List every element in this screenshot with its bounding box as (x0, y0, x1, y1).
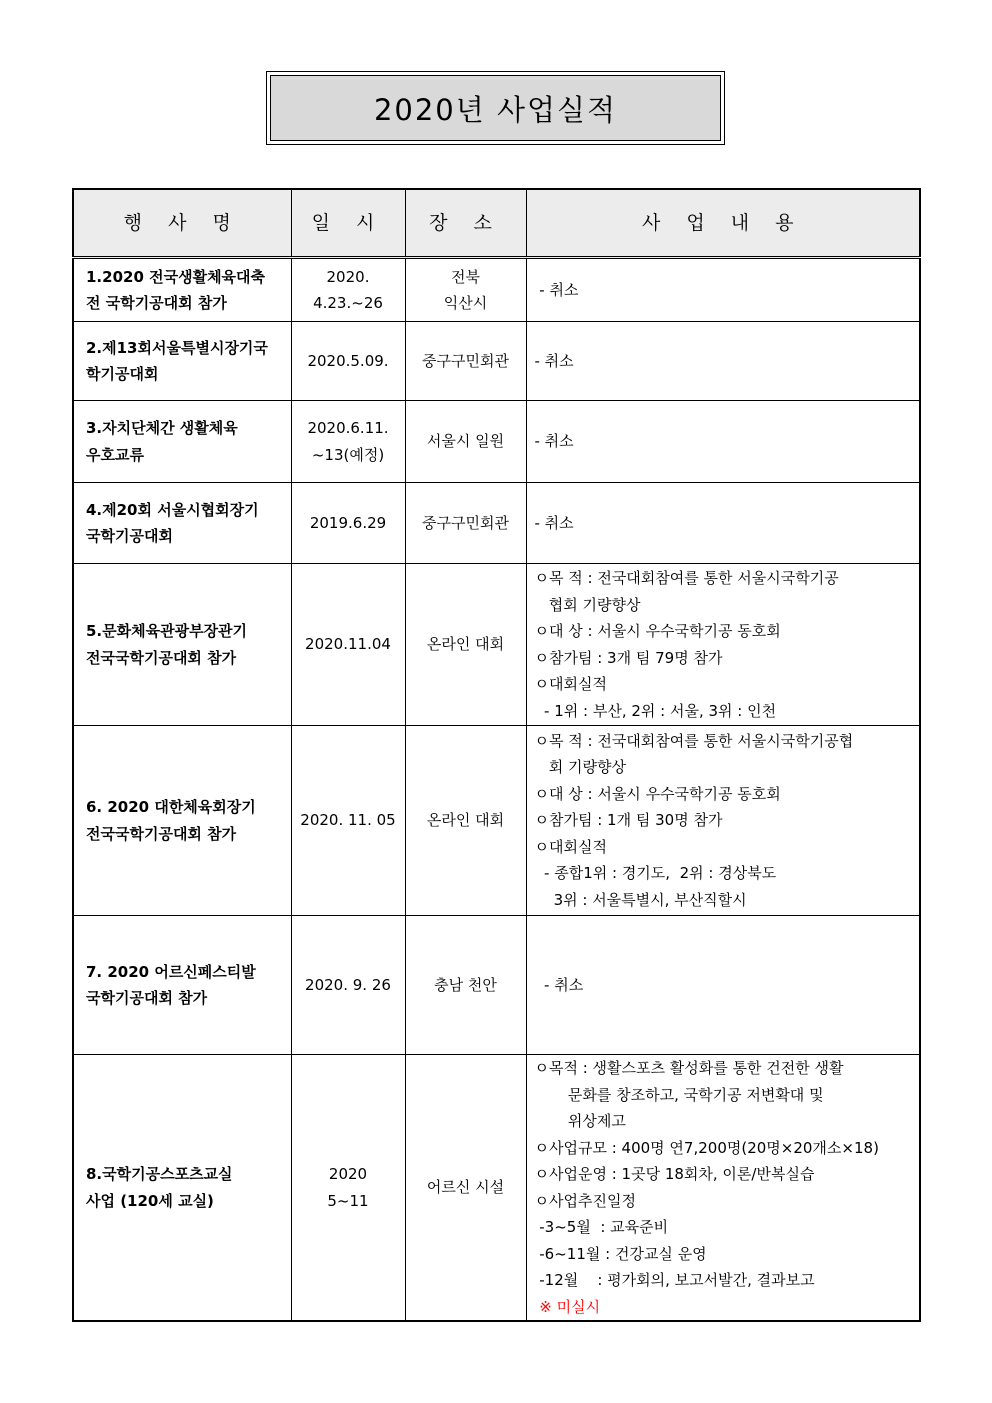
place-cell-line: 온라인 대회 (426, 635, 505, 654)
content-cell-line: 협회 기량향상 (534, 595, 641, 614)
event-name-cell-line: 국학기공대회 참가 (86, 989, 208, 1007)
table-row (73, 483, 920, 564)
content-cell-line: 문화를 창조하고, 국학기공 저변확대 및 (534, 1085, 824, 1104)
title-box (266, 71, 725, 145)
event-name-cell-line: 3.자치단체간 생활체육 (86, 419, 238, 437)
place-cell-line: 중구구민회관 (422, 351, 509, 370)
content-cell (526, 564, 920, 726)
page-title: 2020년 사업실적 (270, 75, 721, 141)
place-cell-line: 중구구민회관 (422, 513, 509, 532)
table-row (73, 726, 920, 916)
event-name-cell-line: 학기공대회 (86, 365, 159, 383)
event-name-cell-line: 7. 2020 어르신페스티발 (86, 962, 256, 981)
event-name-cell (73, 916, 291, 1055)
table-row (73, 564, 920, 726)
date-cell-line: 2020. (326, 267, 370, 286)
content-cell-line: -12월 : 평가회의, 보고서발간, 결과보고 (534, 1271, 815, 1289)
content-cell (526, 726, 920, 916)
event-name-cell-line: 전국국학기공대회 참가 (86, 648, 237, 667)
date-cell (291, 322, 405, 401)
results-table (72, 188, 921, 1322)
place-cell (405, 726, 526, 916)
content-cell-line: ㅇ사업추진일정 (534, 1191, 636, 1210)
table-header-row (73, 189, 920, 258)
table-row (73, 258, 920, 322)
date-cell-line: 2019.6.29 (309, 513, 387, 532)
place-cell-line: 전북 (451, 267, 480, 286)
date-cell-line: 2020. 11. 05 (300, 811, 396, 830)
date-cell (291, 258, 405, 322)
event-name-cell (73, 564, 291, 726)
place-cell (405, 483, 526, 564)
content-cell-line: - 취소 (534, 513, 574, 532)
place-cell (405, 564, 526, 726)
date-cell (291, 483, 405, 564)
date-cell-line: 2020 (328, 1165, 368, 1183)
date-cell (291, 1055, 405, 1322)
content-cell (526, 1055, 920, 1322)
event-name-cell (73, 1055, 291, 1322)
content-cell-line: - 취소 (534, 975, 584, 994)
content-cell-line: -6~11월 : 건강교실 운영 (534, 1244, 707, 1263)
content-cell (526, 916, 920, 1055)
place-cell-line: 익산시 (443, 294, 488, 312)
date-cell (291, 726, 405, 916)
event-name-cell-line: 우호교류 (86, 445, 144, 464)
content-cell (526, 258, 920, 322)
content-cell-line: ㅇ목 적 : 전국대회참여를 통한 서울시국학기공 (534, 569, 839, 587)
header-date: 일 시 (291, 189, 405, 258)
date-cell-line: ~13(예정) (311, 445, 385, 464)
event-name-cell-line: 4.제20회 서울시협회장기 (86, 500, 259, 519)
content-cell-line: ㅇ대회실적 (534, 675, 607, 693)
event-name-cell-line: 1.2020 전국생활체육대축 (86, 267, 266, 286)
date-cell-line: 2020.6.11. (307, 419, 389, 437)
content-cell-line: 위상제고 (534, 1112, 626, 1130)
date-cell (291, 401, 405, 483)
event-name-cell-line: 사업 (120세 교실) (86, 1191, 214, 1210)
content-cell-line: ㅇ목 적 : 전국대회참여를 통한 서울시국학기공협 (534, 731, 854, 750)
event-name-cell-line: 6. 2020 대한체육회장기 (86, 798, 256, 816)
content-cell-line: ㅇ참가팀 : 1개 팀 30명 참가 (534, 811, 723, 830)
place-cell-line: 서울시 일원 (426, 432, 505, 451)
content-cell-line: - 종합1위 : 경기도, 2위 : 경상북도 (534, 864, 777, 883)
place-cell-line: 어르신 시설 (426, 1178, 505, 1197)
place-cell-line: 충남 천안 (434, 975, 497, 994)
place-cell (405, 401, 526, 483)
place-cell (405, 322, 526, 401)
place-cell (405, 258, 526, 322)
event-name-cell (73, 483, 291, 564)
event-name-cell-line: 5.문화체육관광부장관기 (86, 622, 248, 640)
date-cell (291, 916, 405, 1055)
date-cell-line: 2020.5.09. (307, 351, 389, 370)
event-name-cell (73, 726, 291, 916)
date-cell-line: 5~11 (327, 1191, 369, 1210)
header-content: 사 업 내 용 (526, 189, 920, 258)
event-name-cell-line: 국학기공대회 (86, 527, 173, 545)
content-cell-line: ㅇ사업운영 : 1곳당 18회차, 이론/반복실습 (534, 1165, 815, 1183)
content-cell (526, 483, 920, 564)
content-cell-line: - 취소 (534, 280, 579, 299)
event-name-cell (73, 401, 291, 483)
content-cell-line: - 취소 (534, 351, 574, 370)
content-cell-line: 3위 : 서울특별시, 부산직할시 (534, 890, 747, 909)
table-row (73, 1055, 920, 1322)
content-cell-line: ㅇ대 상 : 서울시 우수국학기공 동호회 (534, 784, 781, 803)
content-cell-line: ㅇ대회실적 (534, 837, 607, 856)
content-cell-line: - 취소 (534, 432, 574, 451)
event-name-cell-line: 전 국학기공대회 참가 (86, 294, 227, 312)
content-cell-line: ㅇ참가팀 : 3개 팀 79명 참가 (534, 648, 723, 667)
content-cell (526, 322, 920, 401)
content-cell-line: ㅇ대 상 : 서울시 우수국학기공 동호회 (534, 622, 781, 640)
place-cell (405, 916, 526, 1055)
content-cell-line: ※ 미실시 (534, 1297, 601, 1316)
event-name-cell (73, 258, 291, 322)
content-cell (526, 401, 920, 483)
header-place: 장 소 (405, 189, 526, 258)
content-cell-line: -3~5월 : 교육준비 (534, 1218, 669, 1236)
date-cell-line: 4.23.~26 (313, 294, 383, 312)
place-cell-line: 온라인 대회 (426, 811, 505, 830)
table-row (73, 401, 920, 483)
date-cell (291, 564, 405, 726)
place-cell (405, 1055, 526, 1322)
event-name-cell-line: 8.국학기공스포츠교실 (86, 1165, 233, 1183)
header-event-name: 행 사 명 (73, 189, 291, 258)
table-row (73, 916, 920, 1055)
date-cell-line: 2020. 9. 26 (305, 975, 391, 994)
event-name-cell-line: 2.제13회서울특별시장기국 (86, 338, 268, 357)
content-cell-line: ㅇ목적 : 생활스포츠 활성화를 통한 건전한 생활 (534, 1059, 844, 1077)
event-name-cell-line: 전국국학기공대회 참가 (86, 824, 237, 843)
table-row (73, 322, 920, 401)
date-cell-line: 2020.11.04 (305, 635, 391, 654)
event-name-cell (73, 322, 291, 401)
content-cell-line: ㅇ사업규모 : 400명 연7,200명(20명×20개소×18) (534, 1138, 879, 1157)
content-cell-line: 회 기량향상 (534, 758, 627, 777)
content-cell-line: - 1위 : 부산, 2위 : 서울, 3위 : 인천 (534, 701, 777, 720)
